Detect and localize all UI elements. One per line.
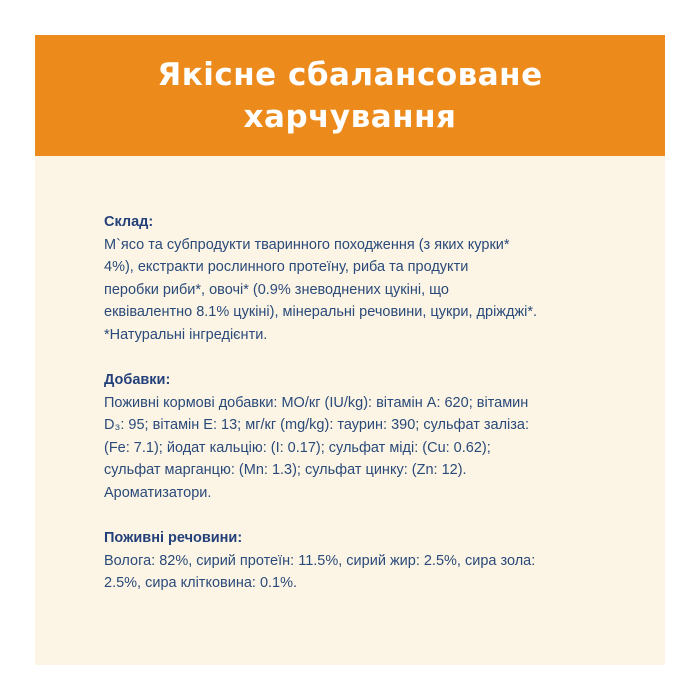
section-heading: Склад: xyxy=(104,214,154,230)
page-title: Якісне сбалансоване харчування xyxy=(157,56,543,135)
info-card xyxy=(35,35,665,665)
section-heading: Поживні речовини: xyxy=(104,530,243,546)
section-text: Поживні кормові добавки: МО/кг (IU/kg): вітамін А: 620; вітамин D₃: 95; вітамін Е: 13; мг/кг (mg/kg): таурин: 390; сульфат заліза: (Fe: 7.1); йодат кальцію: (I: 0.17); сульфат міді: (Cu: 0.62); сульфат марганцю: (Mn: 1.3); сульфат цинку: (Zn: 12). Ароматизатори. xyxy=(104,394,529,501)
header-banner xyxy=(35,35,665,156)
section-additives xyxy=(104,369,604,504)
content-area xyxy=(104,211,604,618)
section-text: М`ясо та субпродукти тваринного походження (з яких курки* 4%), екстракти рослинного протеїну, риба та продукти перобки риби*, овочі* (0.9% зневоднених цукіні, що еквівалентно 8.1% цукіні), мінеральні речовини, цукри, дріжджі*. *Натуральні інгредієнти. xyxy=(104,236,538,343)
section-composition xyxy=(104,211,604,346)
section-heading: Добавки: xyxy=(104,372,171,388)
section-text: Волога: 82%, сирий протеїн: 11.5%, сирий жир: 2.5%, сира зола: 2.5%, сира клітковина: 0.1%. xyxy=(104,552,536,591)
section-nutrients xyxy=(104,527,604,595)
